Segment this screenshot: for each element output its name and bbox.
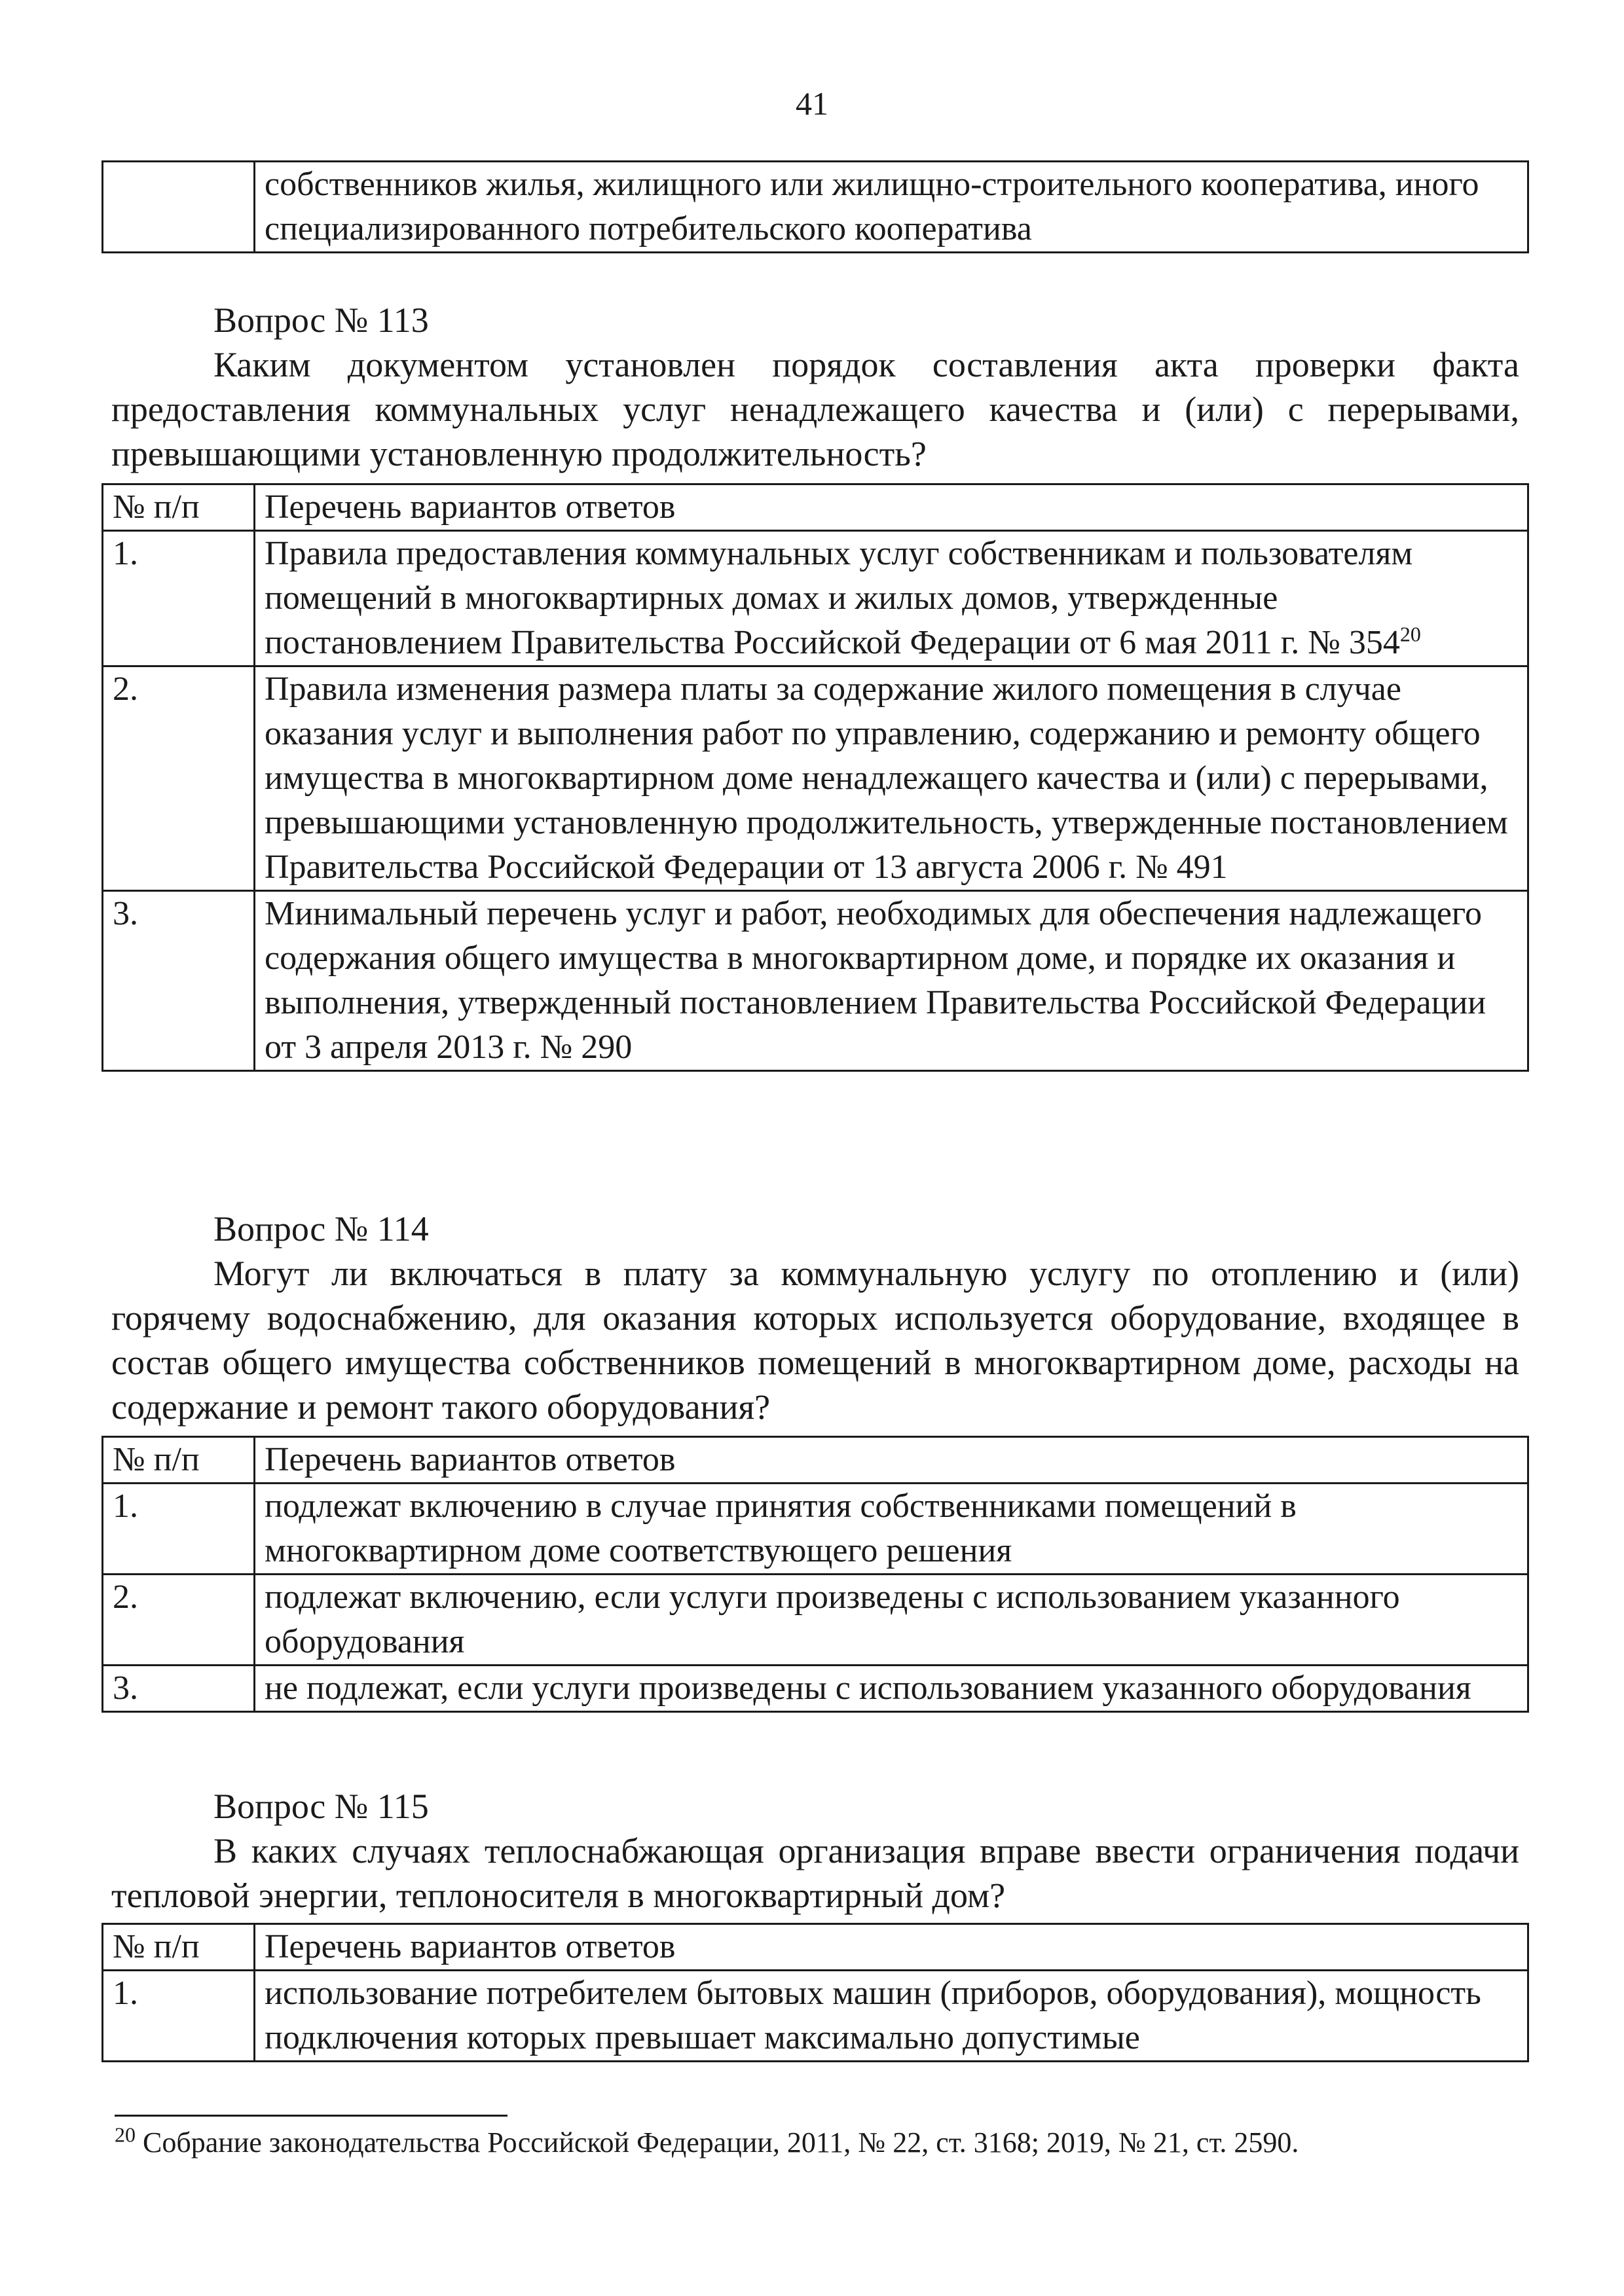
- answer-text: подлежат включению, если услуги произведены с использованием указанного оборудования: [255, 1575, 1528, 1666]
- question-114-answers-table: [101, 1436, 1529, 1713]
- answer-text-body: Правила предоставления коммунальных услуг собственникам и пользователям помещений в многоквартирных домах и жилых домов, утвержденные постановлением Правительства Российской Федерации от 6 мая 2011 г. № 354: [265, 535, 1413, 661]
- header-number: № п/п: [103, 484, 255, 531]
- answer-number: 1.: [103, 531, 255, 666]
- question-115-label: Вопрос № 115: [213, 1787, 429, 1826]
- table-row: [103, 531, 1528, 666]
- header-number: № п/п: [103, 1437, 255, 1484]
- header-answers: Перечень вариантов ответов: [255, 1924, 1528, 1971]
- question-113-label: Вопрос № 113: [213, 301, 429, 340]
- table-header-row: [103, 1437, 1528, 1484]
- table-row: [103, 666, 1528, 891]
- question-114-text: Могут ли включаться в плату за коммунальную услугу по отоплению и (или) горячему водоснабжению, для оказания которых используется оборудование, входящее в состав общего имущества собственников помещений в многоквартирном доме, расходы на содержание и ремонт такого оборудования?: [111, 1254, 1519, 1427]
- header-number: № п/п: [103, 1924, 255, 1971]
- question-115-answers-table: [101, 1923, 1529, 2062]
- continuation-table: [101, 160, 1529, 253]
- table-row: [103, 891, 1528, 1071]
- question-113-text: Каким документом установлен порядок составления акта проверки факта предоставления коммунальных услуг ненадлежащего качества и (или) с перерывами, превышающими установленную продолжительность?: [111, 345, 1519, 473]
- answer-text-cell: собственников жилья, жилищного или жилищно-строительного кооператива, иного специализированного потребительского кооператива: [255, 162, 1528, 253]
- table-row: [103, 1971, 1528, 2062]
- answer-text: использование потребителем бытовых машин (приборов, оборудования), мощность подключения которых превышает максимально допустимые: [255, 1971, 1528, 2062]
- footnote-text: Собрание законодательства Российской Федерации, 2011, № 22, ст. 3168; 2019, № 21, ст. 2590.: [143, 2126, 1299, 2159]
- answer-number: 3.: [103, 891, 255, 1071]
- answer-text: не подлежат, если услуги произведены с использованием указанного оборудования: [255, 1666, 1528, 1712]
- answer-number-cell: [103, 162, 255, 253]
- table-row: [103, 1666, 1528, 1712]
- question-114-label: Вопрос № 114: [213, 1209, 429, 1248]
- answer-text: подлежат включению в случае принятия собственниками помещений в многоквартирном доме соответствующего решения: [255, 1484, 1528, 1575]
- question-115-text: В каких случаях теплоснабжающая организация вправе ввести ограничения подачи тепловой энергии, теплоносителя в многоквартирный дом?: [111, 1831, 1519, 1915]
- table-header-row: [103, 1924, 1528, 1971]
- answer-number: 1.: [103, 1484, 255, 1575]
- table-row: [103, 1575, 1528, 1666]
- answer-number: 2.: [103, 1575, 255, 1666]
- question-113-answers-table: [101, 483, 1529, 1072]
- answer-text: Правила изменения размера платы за содержание жилого помещения в случае оказания услуг и выполнения работ по управлению, содержанию и ремонту общего имущества в многоквартирном доме ненадлежащего качества и (или) с перерывами, превышающими установленную продолжительность, утвержденные постановлением Правительства Российской Федерации от 13 августа 2006 г. № 491: [255, 666, 1528, 891]
- header-answers: Перечень вариантов ответов: [255, 484, 1528, 531]
- header-answers: Перечень вариантов ответов: [255, 1437, 1528, 1484]
- answer-text: Минимальный перечень услуг и работ, необходимых для обеспечения надлежащего содержания общего имущества в многоквартирном доме, и порядке их оказания и выполнения, утвержденный постановлением Правительства Российской Федерации от 3 апреля 2013 г. № 290: [255, 891, 1528, 1071]
- footnote-marker: 20: [115, 2123, 136, 2147]
- footnote-divider: [115, 2115, 507, 2117]
- table-row: [103, 162, 1528, 253]
- page-number: 41: [796, 85, 828, 122]
- footnote: [115, 2124, 1522, 2161]
- answer-text: [255, 531, 1528, 666]
- footnote-ref: 20: [1399, 622, 1421, 646]
- table-header-row: [103, 484, 1528, 531]
- table-row: [103, 1484, 1528, 1575]
- answer-number: 2.: [103, 666, 255, 891]
- answer-number: 3.: [103, 1666, 255, 1712]
- answer-number: 1.: [103, 1971, 255, 2062]
